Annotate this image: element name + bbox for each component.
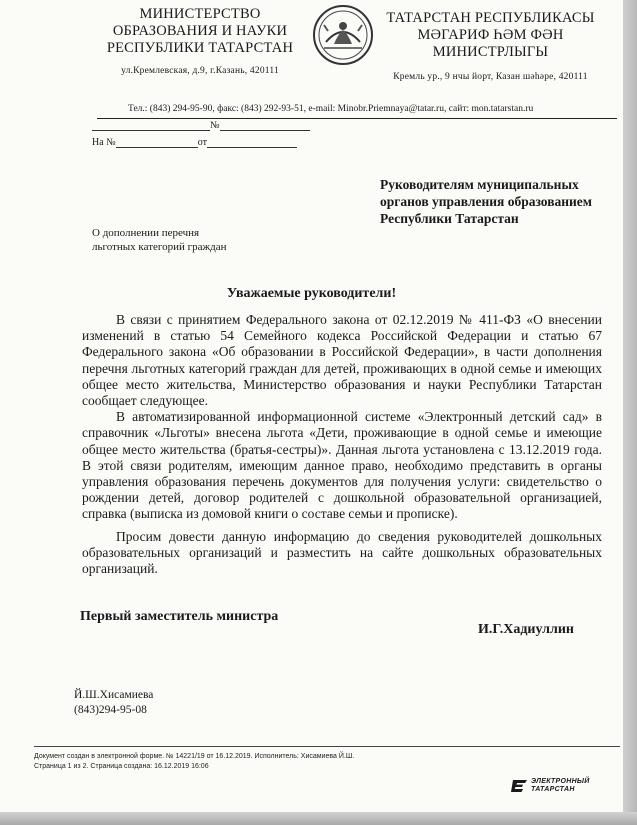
subject-block: [92, 226, 312, 254]
executor-phone: (843)294-95-08: [74, 704, 147, 716]
body-paragraph: В связи с принятием Федерального закона от 02.12.2019 № 411-ФЗ «О внесении изменений в статью 54 Семейного кодекса Российской Федерации и статью 67 Федерального закона «Об образовании в Российской Федерации», в части дополнения перечня льготных категорий граждан для детей, проживающих в одной семье и имеющих общее место жительства, Министерство образования и науки Республики Татарстан сообщает следующее.: [82, 312, 602, 409]
e-document-footer: [34, 752, 354, 772]
ministry-address-ru: ул.Кремлевская, д.9, г.Казань, 420111: [121, 66, 279, 76]
executor-name: Й.Ш.Хисамиева: [74, 689, 154, 701]
logo-text-line: ТАТАРСТАН: [531, 786, 575, 793]
footer-line: Страница 1 из 2. Страница создана: 16.12.2019 16:06: [34, 763, 209, 770]
ministry-name-ru-line: РЕСПУБЛИКИ ТАТАРСТАН: [106, 40, 294, 56]
footer-divider: [34, 746, 620, 747]
signatory-title: Первый заместитель министра: [80, 609, 279, 624]
reply-number-blank: [116, 137, 198, 148]
executor-block: [74, 688, 153, 718]
ministry-name-ru: [100, 6, 300, 80]
addressee-block: [380, 176, 620, 227]
subject-line: О дополнении перечня: [92, 227, 200, 239]
number-blank: [220, 120, 310, 131]
salutation: Уважаемые руководители!: [226, 286, 397, 301]
footer-line: Документ создан в электронной форме. № 14221/19 от 16.12.2019. Исполнитель: Хисамиева Й.Ш.: [34, 753, 355, 760]
reply-date-blank: [207, 137, 297, 148]
scan-edge: [0, 812, 637, 825]
reply-label: На №: [92, 137, 116, 148]
e-tatarstan-logo-icon: [510, 779, 528, 793]
electronic-tatarstan-logo: [510, 778, 590, 794]
tatarstan-emblem-icon: [312, 4, 374, 66]
letter-body: [82, 312, 602, 577]
ministry-name-ru-line: ОБРАЗОВАНИЯ И НАУКИ: [112, 23, 288, 39]
ministry-name-tt-line: МИНИСТРЛЫГЫ: [432, 44, 549, 60]
reply-to-field: [92, 137, 297, 148]
contact-line: Тел.: (843) 294-95-90, факс: (843) 292-93-51, e-mail: Minobr.Priemnaya@tatar.ru, сайт: mon.tatarstan.ru: [128, 104, 534, 114]
signatory-name: И.Г.Хадиуллин: [478, 622, 574, 637]
ministry-address-tt: Кремль ур., 9 нчы йорт, Казан шәһәре, 420111: [393, 72, 588, 82]
subject-line: льготных категорий граждан: [92, 241, 227, 253]
body-paragraph: Просим довести данную информацию до сведения руководителей дошкольных образовательных организаций и разместить на сайте дошкольных образовательных организаций.: [82, 528, 602, 577]
addressee-line: органов управления образованием: [380, 194, 592, 209]
logo-text: [531, 778, 590, 794]
ministry-name-tt: [383, 10, 598, 86]
ministry-name-ru-line: МИНИСТЕРСТВО: [139, 6, 261, 22]
logo-text-line: ЭЛЕКТРОННЫЙ: [531, 778, 590, 785]
addressee-line: Руководителям муниципальных: [380, 177, 579, 192]
number-label: №: [210, 120, 220, 131]
body-paragraph: В автоматизированной информационной системе «Электронный детский сад» в справочник «Льготы» внесена льгота «Дети, проживающие в одной семье и имеющие общее место жительства (братья-сестры)». Данная льгота установлена с 13.12.2019 года. В этой связи родителям, имеющим данное право, необходимо представить в органы управления образования перечень документов для получения услуги: свидетельство о рождении детей, договор родителей с дошкольной образовательной организацией, справка (выписка из домовой книги о составе семьи и прописке).: [82, 409, 602, 522]
outgoing-number-field: [92, 120, 310, 131]
ministry-name-tt-line: МӘГАРИФ ҺӘМ ФӘН: [417, 27, 564, 43]
date-blank: [92, 120, 210, 131]
header-divider: [97, 118, 617, 119]
ministry-name-tt-line: ТАТАРСТАН РЕСПУБЛИКАСЫ: [386, 10, 595, 26]
scan-edge: [623, 0, 637, 825]
from-label: от: [197, 137, 207, 148]
addressee-line: Республики Татарстан: [380, 211, 519, 226]
